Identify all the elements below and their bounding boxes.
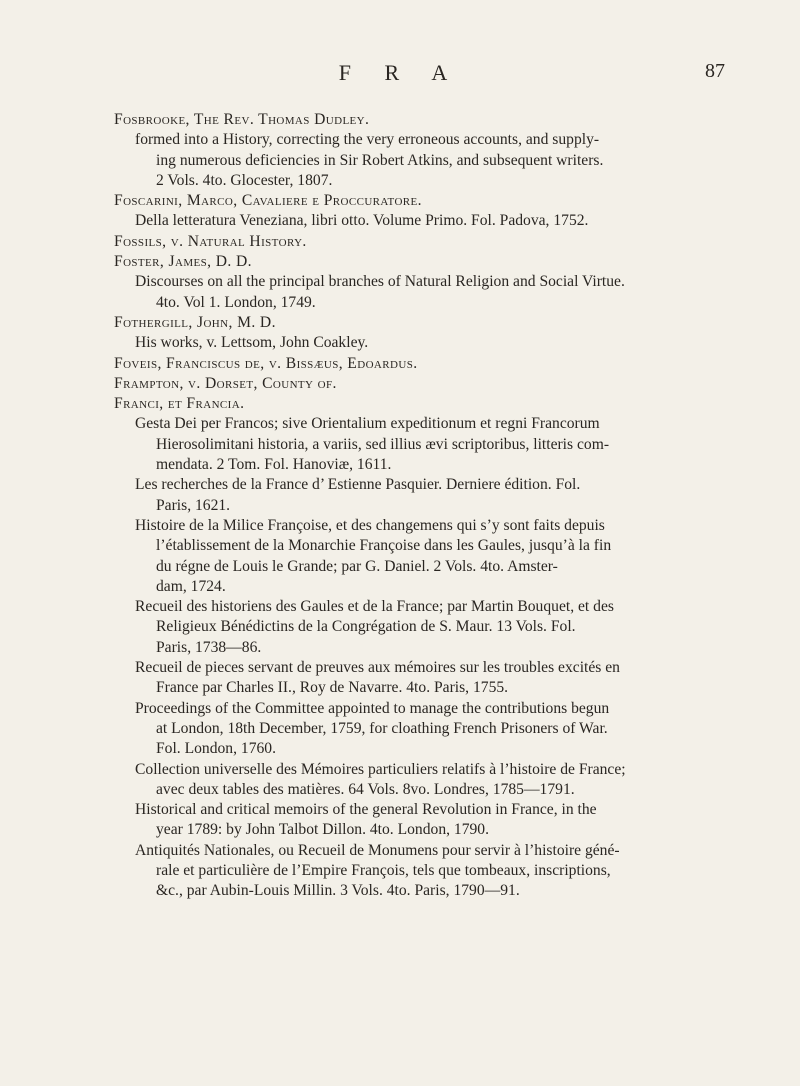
work-title-line: Antiquités Nationales, ou Recueil de Monumens pour servir à l’histoire géné- — [135, 841, 620, 859]
work-title-line: Histoire de la Milice Françoise, et des changemens qui s’y sont faits depuis — [135, 516, 605, 534]
author-heading: Foveis, Franciscus de, v. Bissæus, Edoardus. — [114, 354, 418, 372]
work-continuation-line: ing numerous deficiencies in Sir Robert Atkins, and subsequent writers. — [156, 151, 604, 169]
catalogue-entries — [114, 110, 714, 902]
running-title: F R A — [338, 60, 462, 85]
work-entry — [114, 841, 714, 902]
work-title-line: Gesta Dei per Francos; sive Orientalium expeditionum et regni Francorum — [135, 415, 600, 433]
work-continuation-line: mendata. 2 Tom. Fol. Hanoviæ, 1611. — [156, 456, 392, 474]
work-entry — [114, 699, 714, 760]
author-heading: Fothergill, John, M. D. — [114, 313, 276, 331]
work-continuation-line: &c., par Aubin-Louis Millin. 3 Vols. 4to. Paris, 1790—91. — [156, 882, 520, 900]
author-heading: Franci, et Francia. — [114, 395, 245, 413]
work-entry — [114, 272, 714, 313]
work-continuation-line: at London, 18th December, 1759, for cloathing French Prisoners of War. — [156, 719, 608, 737]
page-number: 87 — [705, 60, 725, 82]
work-continuation-line: year 1789: by John Talbot Dillon. 4to. London, 1790. — [156, 821, 489, 839]
author-heading: Frampton, v. Dorset, County of. — [114, 374, 337, 392]
work-continuation-line: 4to. Vol 1. London, 1749. — [156, 293, 316, 311]
work-entry — [114, 130, 714, 191]
work-entry — [114, 333, 714, 353]
work-title-line: Historical and critical memoirs of the general Revolution in France, in the — [135, 801, 597, 819]
work-entry — [114, 516, 714, 597]
work-entry — [114, 658, 714, 699]
work-entry — [114, 475, 714, 516]
work-continuation-line: 2 Vols. 4to. Glocester, 1807. — [156, 171, 333, 189]
work-title-line: Proceedings of the Committee appointed to manage the contributions begun — [135, 699, 610, 717]
work-title-line: His works, v. Lettsom, John Coakley. — [135, 334, 369, 352]
work-entry — [114, 414, 714, 475]
work-continuation-line: du régne de Louis le Grande; par G. Daniel. 2 Vols. 4to. Amster- — [156, 557, 558, 575]
author-heading: Fosbrooke, The Rev. Thomas Dudley. — [114, 111, 370, 128]
work-continuation-line: France par Charles II., Roy de Navarre. 4to. Paris, 1755. — [156, 679, 509, 697]
work-continuation-line: avec deux tables des matières. 64 Vols. 8vo. Londres, 1785—1791. — [156, 780, 575, 798]
work-continuation-line: Paris, 1738—86. — [156, 638, 262, 656]
work-continuation-line: Hierosolimitani historia, a variis, sed illius ævi scriptoribus, litteris com- — [156, 435, 610, 453]
work-continuation-line: Paris, 1621. — [156, 496, 231, 514]
work-title-line: Collection universelle des Mémoires particuliers relatifs à l’histoire de France; — [135, 760, 626, 778]
work-title-line: Recueil de pieces servant de preuves aux mémoires sur les troubles excités en — [135, 659, 620, 677]
work-title-line: Les recherches de la France d’ Estienne Pasquier. Derniere édition. Fol. — [135, 476, 581, 494]
work-entry — [114, 760, 714, 801]
author-heading: Fossils, v. Natural History. — [114, 232, 307, 250]
work-continuation-line: l’établissement de la Monarchie Françoise dans les Gaules, jusqu’à la fin — [156, 537, 612, 555]
work-continuation-line: rale et particulière de l’Empire François, tels que tombeaux, inscriptions, — [156, 861, 611, 879]
work-title-line: formed into a History, correcting the very erroneous accounts, and supply- — [135, 131, 600, 149]
running-head — [0, 60, 800, 86]
author-heading: Foster, James, D. D. — [114, 253, 252, 271]
work-continuation-line: Religieux Bénédictins de la Congrégation de S. Maur. 13 Vols. Fol. — [156, 618, 576, 636]
work-continuation-line: Fol. London, 1760. — [156, 740, 276, 758]
work-title-line: Discourses on all the principal branches of Natural Religion and Social Virtue. — [135, 273, 625, 291]
work-entry — [114, 597, 714, 658]
author-heading: Foscarini, Marco, Cavaliere e Proccuratore. — [114, 192, 422, 210]
work-continuation-line: dam, 1724. — [156, 577, 226, 595]
work-entry — [114, 800, 714, 841]
work-entry — [114, 211, 714, 231]
work-title-line: Della letteratura Veneziana, libri otto. Volume Primo. Fol. Padova, 1752. — [135, 212, 589, 230]
work-title-line: Recueil des historiens des Gaules et de la France; par Martin Bouquet, et des — [135, 598, 614, 616]
